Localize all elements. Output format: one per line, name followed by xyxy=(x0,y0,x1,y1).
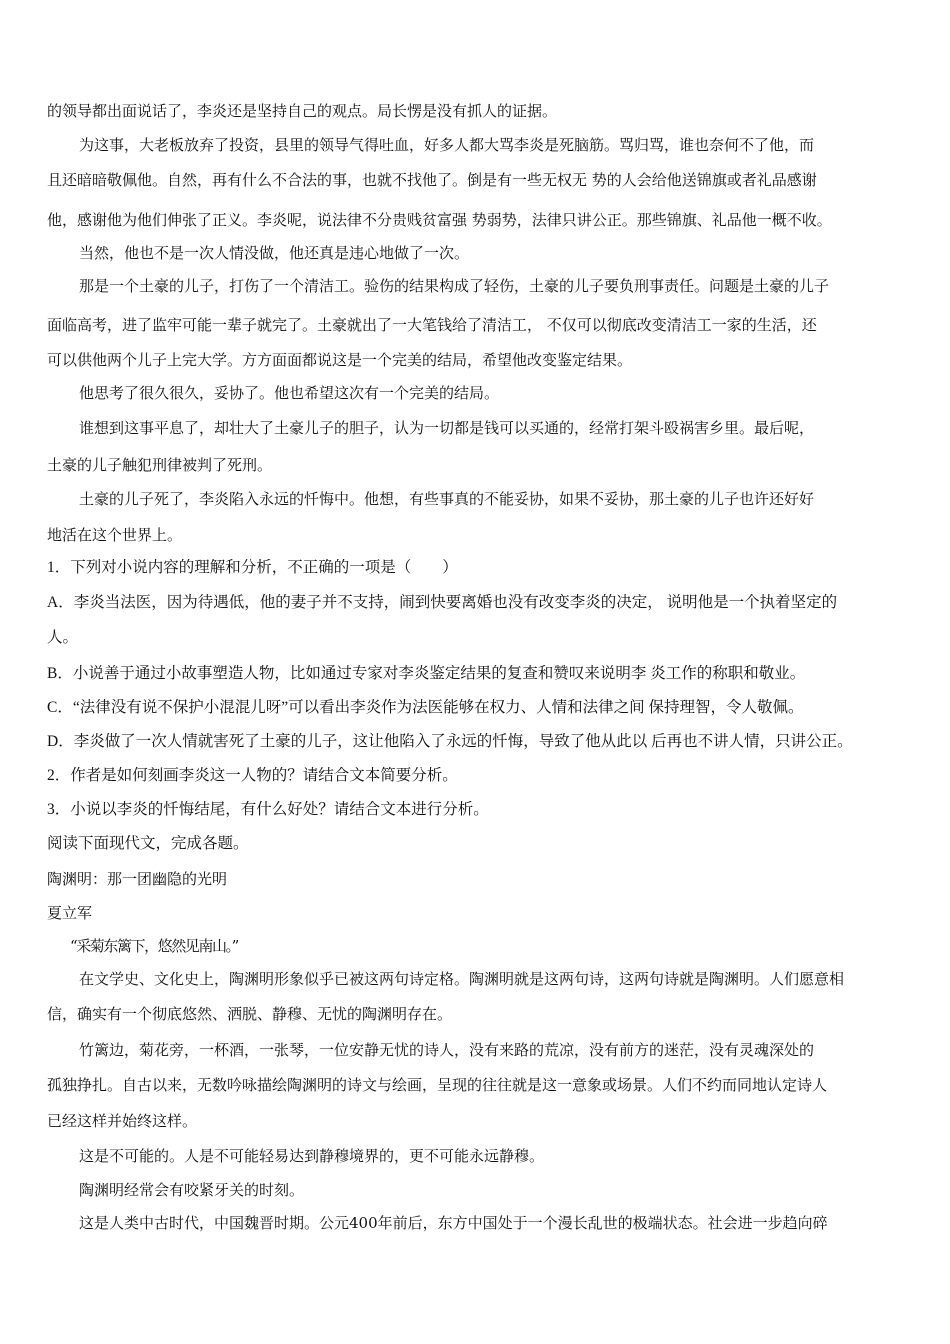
passage1-line-3: 且还暗暗敬佩他。自然，再有什么不合法的事，也就不找他了。倒是有一些无权无 势的人会给他送锦旗或者礼品感谢 xyxy=(47,171,817,189)
passage1-line-9: 他思考了很久很久，妥协了。他也希望这次有一个完美的结局。 xyxy=(79,384,500,402)
passage1-line-5: 当然，他也不是一次人情没做，他还真是违心地做了一次。 xyxy=(79,244,470,262)
passage2-line-3: 竹篱边，菊花旁，一杯酒，一张琴，一位安静无忧的诗人，没有来路的荒凉，没有前方的迷茫，没有灵魂深处的 xyxy=(79,1041,815,1059)
passage2-epigraph: “采菊东篱下，悠然见南山。” xyxy=(70,937,238,955)
passage2-line-6: 这是不可能的。人是不可能轻易达到静穆境界的，更不可能永远静穆。 xyxy=(79,1147,545,1165)
passage1-line-7: 面临高考，进了监牢可能一辈子就完了。土豪就出了一大笔钱给了清洁工， 不仅可以彻底改变清洁工一家的生活，还 xyxy=(47,316,817,334)
passage1-line-4: 他，感谢他为他们伸张了正义。李炎呢，说法律不分贵贱贫富强 势弱势，法律只讲公正。那些锦旗、礼品他一概不收。 xyxy=(47,211,832,229)
question-1-option-d: D．李炎做了一次人情就害死了土豪的儿子，这让他陷入了永远的忏悔，导致了他从此以 后再也不讲人情，只讲公正。 xyxy=(47,733,853,750)
passage2-line-5: 已经这样并始终这样。 xyxy=(47,1112,198,1130)
passage1-line-13: 地活在这个世界上。 xyxy=(47,526,183,544)
passage1-line-2: 为这事，大老板放弃了投资，县里的领导气得吐血，好多人都大骂李炎是死脑筋。骂归骂，谁也奈何不了他，而 xyxy=(79,136,815,154)
question-1-option-b: B．小说善于通过小故事塑造人物，比如通过专家对李炎鉴定结果的复查和赞叹来说明李 炎工作的称职和敬业。 xyxy=(47,665,806,682)
question-2: 2．作者是如何刻画李炎这一人物的？请结合文本简要分析。 xyxy=(47,767,458,784)
passage1-line-8: 可以供他两个儿子上完大学。方方面面都说这是一个完美的结局，希望他改变鉴定结果。 xyxy=(47,351,633,369)
passage2-line-7: 陶渊明经常会有咬紧牙关的时刻。 xyxy=(79,1181,305,1199)
passage1-line-11: 土豪的儿子触犯刑律被判了死刑。 xyxy=(47,456,273,474)
passage2-line-1: 在文学史、文化史上，陶渊明形象似乎已被这两句诗定格。陶渊明就是这两句诗，这两句诗就是陶渊明。人们愿意相 xyxy=(79,970,845,988)
question-1-option-c: C．“法律没有说不保护小混混儿呀”可以看出李炎作为法医能够在权力、人情和法律之间 保持理智，令人敬佩。 xyxy=(47,699,804,716)
passage2-title: 陶渊明：那一团幽隐的光明 xyxy=(47,870,228,888)
reading-instruction: 阅读下面现代文，完成各题。 xyxy=(47,835,249,852)
question-1-option-a-cont: 人。 xyxy=(47,629,79,646)
passage1-line-6: 那是一个土豪的儿子，打伤了一个清洁工。验伤的结果构成了轻伤，土豪的儿子要负刑事责任。问题是土豪的儿子 xyxy=(79,277,830,295)
question-3: 3．小说以李炎的忏悔结尾，有什么好处？请结合文本进行分析。 xyxy=(47,801,489,818)
passage1-line-12: 土豪的儿子死了，李炎陷入永远的忏悔中。他想，有些事真的不能妥协，如果不妥协，那土豪的儿子也许还好好 xyxy=(79,490,815,508)
passage1-line-10: 谁想到这事平息了，却壮大了土豪儿子的胆子，认为一切都是钱可以买通的，经常打架斗殴祸害乡里。最后呢， xyxy=(79,419,815,437)
passage2-line-8: 这是人类中古时代，中国魏晋时期。公元400年前后，东方中国处于一个漫长乱世的极端状态。社会进一步趋向碎 xyxy=(79,1214,828,1232)
passage2-line-4: 孤独挣扎。自古以来，无数吟咏描绘陶渊明的诗文与绘画，呈现的往往就是这一意象或场景。人们不约而同地认定诗人 xyxy=(47,1076,828,1094)
passage2-line-2: 信，确实有一个彻底悠然、洒脱、静穆、无忧的陶渊明存在。 xyxy=(47,1005,453,1023)
question-1-option-a: A．李炎当法医，因为待遇低，他的妻子并不支持，闹到快要离婚也没有改变李炎的决定， 说明他是一个执着坚定的 xyxy=(47,594,838,611)
passage2-author: 夏立军 xyxy=(47,904,93,922)
passage1-line-1: 的领导都出面说话了，李炎还是坚持自己的观点。局长愣是没有抓人的证据。 xyxy=(47,102,558,120)
question-1-stem: 1．下列对小说内容的理解和分析，不正确的一项是（ ） xyxy=(47,559,458,576)
